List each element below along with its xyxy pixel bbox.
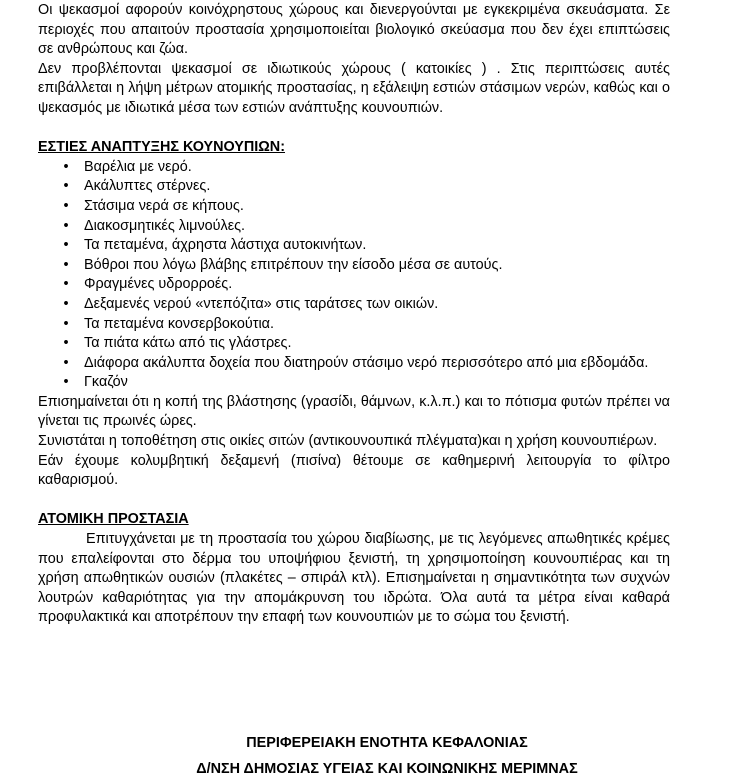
list-item: [38, 315, 670, 335]
list-item-text: Δεξαμενές νερού «ντεπόζιτα» στις ταράτσες των οικιών.: [84, 295, 439, 312]
list-item: [38, 236, 670, 256]
bullet-icon: •: [63, 276, 69, 293]
intro-paragraph-spraying: Οι ψεκασμοί αφορούν κοινόχρηστους χώρους και διενεργούνται με εγκεκριμένα σκευάσματα. Σε περιοχές που απαιτούν προστασία χρησιμοποιείται βιολογικό σκεύασμα που δεν έχει επιπτώσεις σε ανθρώπους και ζώα.: [38, 2, 670, 58]
bullet-icon: •: [63, 237, 69, 254]
bullet-icon: •: [63, 374, 69, 391]
list-item: [38, 177, 670, 197]
list-item: [38, 334, 670, 354]
document-body: [38, 1, 670, 628]
list-item: [38, 217, 670, 237]
bullet-icon: •: [63, 256, 69, 273]
bullet-icon: •: [63, 197, 69, 214]
note-vegetation: Επισημαίνεται ότι η κοπή της βλάστησης (γρασίδι, θάμνων, κ.λ.π.) και το πότισμα φυτών πρέπει να γίνεται τις πρωινές ώρες.: [38, 393, 670, 430]
spacer: [38, 491, 670, 511]
bullet-icon: •: [63, 354, 69, 371]
list-item-text: Τα πεταμένα κονσερβοκούτια.: [84, 315, 274, 332]
note-screens: Συνιστάται η τοποθέτηση στις οικίες σιτών (αντικουνουπικά πλέγματα)και η χρήση κουνουπιέρων.: [38, 433, 658, 450]
intro-paragraph-private-spaces: Δεν προβλέπονται ψεκασμοί σε ιδιωτικούς χώρους ( κατοικίες ) . Στις περιπτώσεις αυτές επιβάλλεται η λήψη μέτρων ατομικής προστασίας, η εξάλειψη εστιών στάσιμων νερών, καθώς και ο ψεκασμός με ιδιωτικά μέσα των εστιών ανάπτυξης κουνουπιών.: [38, 60, 670, 116]
breeding-sites-list: [38, 158, 670, 393]
list-item-text: Στάσιμα νερά σε κήπους.: [84, 197, 244, 214]
list-item: [38, 354, 670, 374]
spacer: [38, 119, 670, 139]
note-pool: Εάν έχουμε κολυμβητική δεξαμενή (πισίνα) θέτουμε σε καθημερινή λειτουργία το φίλτρο καθαρισμού.: [38, 452, 670, 489]
list-item: [38, 373, 670, 393]
list-item-text: Βόθροι που λόγω βλάβης επιτρέπουν την είσοδο μέσα σε αυτούς.: [84, 256, 503, 273]
bullet-icon: •: [63, 295, 69, 312]
personal-protection-heading: ΑΤΟΜΙΚΗ ΠΡΟΣΤΑΣΙΑ: [38, 511, 189, 528]
list-item-text: Διακοσμητικές λιμνούλες.: [84, 217, 246, 234]
list-item: [38, 256, 670, 276]
personal-protection-paragraph: Επιτυγχάνεται με τη προστασία του χώρου διαβίωσης, με τις λεγόμενες απωθητικές κρέμες που επαλείφονται στο δέρμα του υποψήφιου ξενιστή, τη χρησιμοποίηση κουνουπιέρας και τη χρήση απωθητικών ουσιών (πλακέτες – σπιράλ κτλ). Επισημαίνεται η σημαντικότητα των συχνών λουτρών καθαριότητας για την απομάκρυνση του ιδρώτα. Όλα αυτά τα μέτρα είναι καθαρά προφυλακτικά και αποτρέπουν την επαφή των κουνουπιών με το σώμα του ξενιστή.: [38, 531, 670, 626]
list-item-text: Ακάλυπτες στέρνες.: [84, 178, 211, 195]
list-item-text: Φραγμένες υδρορροές.: [84, 276, 233, 293]
breeding-sites-heading: ΕΣΤΙΕΣ ΑΝΑΠΤΥΞΗΣ ΚΟΥΝΟΥΠΙΩΝ:: [38, 139, 285, 156]
list-item: [38, 295, 670, 315]
list-item-text: Βαρέλια με νερό.: [84, 158, 192, 175]
list-item-text: Τα πιάτα κάτω από τις γλάστρες.: [84, 335, 292, 352]
list-item-text: Διάφορα ακάλυπτα δοχεία που διατηρούν στάσιμο νερό περισσότερο από μια εβδομάδα.: [84, 354, 649, 371]
list-item-text: Τα πεταμένα, άχρηστα λάστιχα αυτοκινήτων.: [84, 237, 367, 254]
bullet-icon: •: [63, 217, 69, 234]
list-item-text: Γκαζόν: [84, 374, 128, 391]
bullet-icon: •: [63, 158, 69, 175]
list-item: [38, 197, 670, 217]
list-item: [38, 158, 670, 178]
bullet-icon: •: [63, 335, 69, 352]
bullet-icon: •: [63, 178, 69, 195]
list-item: [38, 275, 670, 295]
footer-regional-unit: ΠΕΡΙΦΕΡΕΙΑΚΗ ΕΝΟΤΗΤΑ ΚΕΦΑΛΟΝΙΑΣ: [246, 735, 528, 751]
bullet-icon: •: [63, 315, 69, 332]
footer-directorate: Δ/ΝΣΗ ΔΗΜΟΣΙΑΣ ΥΓΕΙΑΣ ΚΑΙ ΚΟΙΝΩΝΙΚΗΣ ΜΕΡΙΜΝΑΣ: [196, 761, 578, 777]
